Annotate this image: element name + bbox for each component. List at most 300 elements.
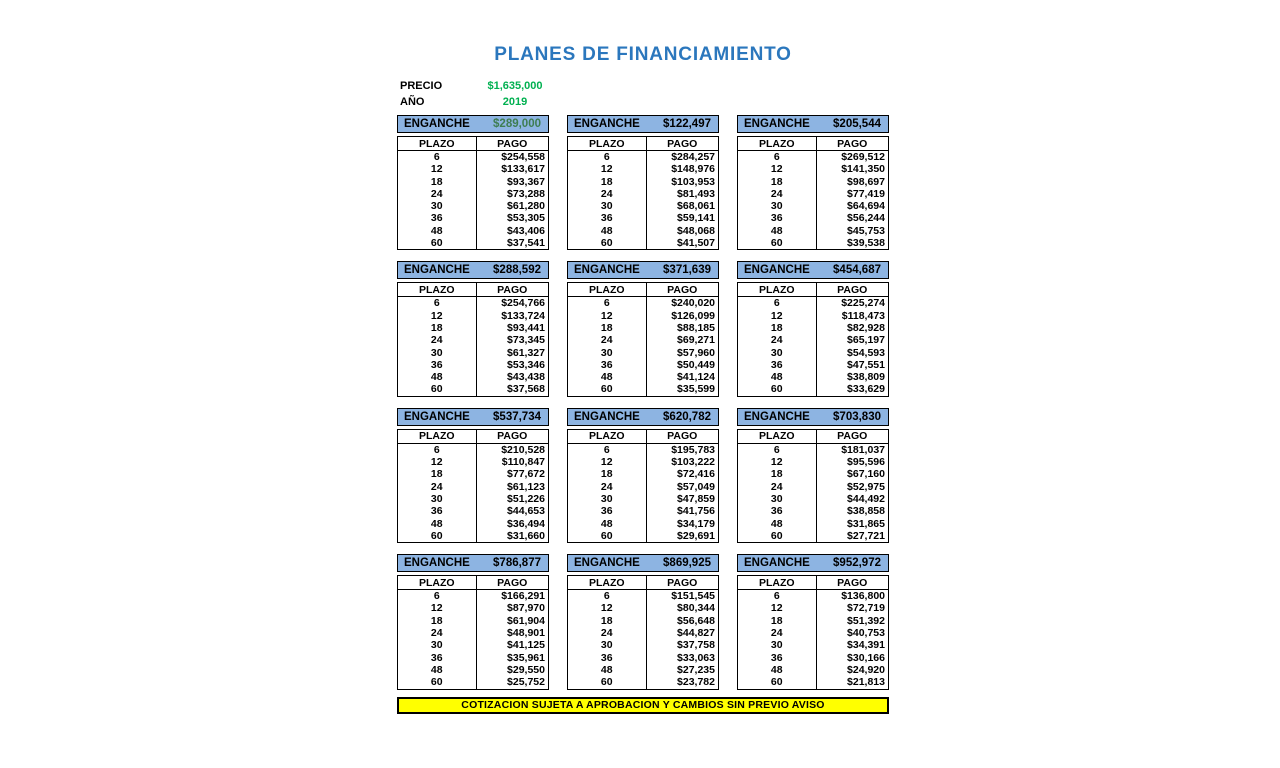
footer-disclaimer-banner: COTIZACION SUJETA A APROBACION Y CAMBIOS SIN PREVIO AVISO xyxy=(397,697,889,714)
plazo-cell: 48 xyxy=(738,371,817,383)
pago-header-cell: PAGO xyxy=(816,137,888,151)
table-row xyxy=(398,225,549,237)
pago-cell: $195,783 xyxy=(671,443,715,456)
table-row xyxy=(398,456,549,468)
plan-table xyxy=(737,408,889,543)
enganche-label: ENGANCHE xyxy=(574,118,640,130)
pago-cell: $80,344 xyxy=(677,602,715,615)
pago-cell: $61,327 xyxy=(507,346,545,359)
enganche-header xyxy=(737,554,889,572)
financing-sheet xyxy=(397,44,889,714)
pago-cell: $41,507 xyxy=(677,237,715,250)
pago-cell: $44,827 xyxy=(677,627,715,640)
table-header-row xyxy=(398,429,549,443)
table-row xyxy=(398,602,549,614)
table-row xyxy=(398,383,549,396)
pago-cell: $166,291 xyxy=(501,590,545,603)
table-row xyxy=(398,297,549,310)
plazo-pago-table xyxy=(737,136,889,250)
plazo-cell: 18 xyxy=(738,468,817,480)
pago-cell: $103,953 xyxy=(671,175,715,188)
enganche-header xyxy=(567,261,719,279)
page-title: PLANES DE FINANCIAMIENTO xyxy=(494,44,792,65)
plazo-cell: 48 xyxy=(398,518,477,530)
pago-cell: $33,063 xyxy=(677,651,715,664)
enganche-header xyxy=(397,115,549,133)
table-row xyxy=(398,176,549,188)
plan-table xyxy=(567,261,719,396)
table-row xyxy=(738,359,889,371)
pago-cell: $41,124 xyxy=(677,371,715,384)
plazo-cell: 6 xyxy=(398,590,477,603)
table-row xyxy=(738,371,889,383)
enganche-value: $289,000 xyxy=(493,118,541,130)
pago-cell: $48,901 xyxy=(507,627,545,640)
table-row xyxy=(568,627,719,639)
table-row xyxy=(398,505,549,517)
plazo-cell: 36 xyxy=(738,652,817,664)
plazo-cell: 48 xyxy=(398,664,477,676)
plazo-cell: 60 xyxy=(568,383,647,396)
plazo-cell: 36 xyxy=(738,359,817,371)
plazo-cell: 24 xyxy=(398,188,477,200)
plazo-cell: 24 xyxy=(568,481,647,493)
pago-cell: $81,493 xyxy=(677,187,715,200)
plazo-pago-table xyxy=(567,136,719,250)
plazo-cell: 6 xyxy=(568,443,647,456)
table-header-row xyxy=(568,283,719,297)
plazo-cell: 12 xyxy=(568,310,647,322)
table-row xyxy=(568,371,719,383)
table-row xyxy=(738,590,889,603)
plazo-pago-table xyxy=(397,429,549,543)
plazo-cell: 48 xyxy=(738,664,817,676)
pago-cell: $64,694 xyxy=(847,200,885,213)
plazo-cell: 12 xyxy=(738,310,817,322)
pago-cell: $34,179 xyxy=(677,517,715,530)
plazo-header-cell: PLAZO xyxy=(568,283,647,297)
table-header-row xyxy=(738,283,889,297)
pago-cell: $48,068 xyxy=(677,224,715,237)
table-row xyxy=(568,530,719,543)
pago-cell: $47,551 xyxy=(847,358,885,371)
table-row xyxy=(738,602,889,614)
plan-table xyxy=(397,554,549,689)
pago-cell: $35,961 xyxy=(507,651,545,664)
plazo-cell: 30 xyxy=(738,639,817,651)
plazo-pago-table xyxy=(567,282,719,396)
pago-cell: $29,691 xyxy=(677,529,715,542)
plazo-pago-table xyxy=(737,282,889,396)
table-row xyxy=(398,481,549,493)
pago-cell: $37,758 xyxy=(677,639,715,652)
precio-row xyxy=(397,78,889,94)
table-row xyxy=(738,200,889,212)
plazo-pago-table xyxy=(397,136,549,250)
table-header-row xyxy=(738,429,889,443)
table-row xyxy=(398,371,549,383)
pago-cell: $95,596 xyxy=(847,456,885,469)
table-row xyxy=(738,310,889,322)
plazo-cell: 24 xyxy=(568,188,647,200)
plazo-pago-table xyxy=(737,429,889,543)
plazo-cell: 6 xyxy=(738,590,817,603)
pago-cell: $61,123 xyxy=(507,480,545,493)
plazo-cell: 60 xyxy=(568,530,647,543)
plazo-cell: 30 xyxy=(568,347,647,359)
pago-cell: $38,809 xyxy=(847,371,885,384)
pago-cell: $47,859 xyxy=(677,492,715,505)
plazo-cell: 36 xyxy=(568,212,647,224)
table-row xyxy=(568,505,719,517)
table-row xyxy=(738,225,889,237)
table-row xyxy=(398,188,549,200)
plazo-cell: 6 xyxy=(398,151,477,164)
table-header-row xyxy=(398,283,549,297)
table-row xyxy=(738,237,889,250)
pago-cell: $56,648 xyxy=(677,614,715,627)
plazo-cell: 12 xyxy=(568,602,647,614)
plazo-cell: 48 xyxy=(738,225,817,237)
pago-cell: $52,975 xyxy=(847,480,885,493)
plazo-cell: 48 xyxy=(738,518,817,530)
table-row xyxy=(568,443,719,456)
table-row xyxy=(568,225,719,237)
pago-cell: $141,350 xyxy=(841,163,885,176)
table-row xyxy=(398,237,549,250)
precio-label: PRECIO xyxy=(400,80,443,92)
plazo-cell: 24 xyxy=(568,627,647,639)
plazo-cell: 24 xyxy=(398,334,477,346)
pago-cell: $69,271 xyxy=(677,334,715,347)
plazo-cell: 48 xyxy=(398,225,477,237)
table-row xyxy=(568,590,719,603)
plazo-cell: 36 xyxy=(738,505,817,517)
pago-cell: $77,419 xyxy=(847,187,885,200)
plazo-cell: 60 xyxy=(568,237,647,250)
plazo-cell: 36 xyxy=(398,505,477,517)
pago-cell: $21,813 xyxy=(847,676,885,689)
enganche-value: $454,687 xyxy=(833,264,881,277)
table-row xyxy=(738,493,889,505)
table-row xyxy=(568,468,719,480)
table-row xyxy=(568,347,719,359)
table-row xyxy=(738,505,889,517)
enganche-label: ENGANCHE xyxy=(404,264,470,277)
plazo-cell: 36 xyxy=(398,359,477,371)
plan-table xyxy=(737,261,889,396)
plazo-cell: 18 xyxy=(568,176,647,188)
table-header-row xyxy=(568,137,719,151)
plazo-cell: 18 xyxy=(568,468,647,480)
pago-header-cell: PAGO xyxy=(646,283,718,297)
pago-header-cell: PAGO xyxy=(476,137,548,151)
table-header-row xyxy=(568,576,719,590)
plazo-cell: 60 xyxy=(738,530,817,543)
pago-cell: $67,160 xyxy=(847,468,885,481)
table-row xyxy=(738,212,889,224)
pago-header-cell: PAGO xyxy=(816,576,888,590)
plazo-cell: 6 xyxy=(568,297,647,310)
table-header-row xyxy=(738,576,889,590)
table-row xyxy=(738,163,889,175)
plazo-pago-table xyxy=(567,575,719,689)
enganche-value: $952,972 xyxy=(833,557,881,570)
pago-cell: $44,653 xyxy=(507,505,545,518)
pago-cell: $53,346 xyxy=(507,358,545,371)
pago-cell: $103,222 xyxy=(671,456,715,469)
enganche-value: $703,830 xyxy=(833,410,881,423)
enganche-label: ENGANCHE xyxy=(404,118,470,130)
plazo-cell: 6 xyxy=(568,590,647,603)
pago-cell: $45,753 xyxy=(847,224,885,237)
pago-cell: $50,449 xyxy=(677,358,715,371)
table-row xyxy=(398,518,549,530)
table-row xyxy=(568,151,719,164)
plazo-header-cell: PLAZO xyxy=(398,576,477,590)
table-row xyxy=(398,200,549,212)
table-row xyxy=(398,151,549,164)
pago-cell: $254,766 xyxy=(501,297,545,310)
table-row xyxy=(738,481,889,493)
plazo-cell: 60 xyxy=(398,530,477,543)
pago-cell: $51,392 xyxy=(847,614,885,627)
plan-table xyxy=(567,115,719,250)
table-row xyxy=(738,456,889,468)
enganche-label: ENGANCHE xyxy=(574,410,640,423)
pago-cell: $87,970 xyxy=(507,602,545,615)
plazo-cell: 30 xyxy=(398,639,477,651)
enganche-value: $205,544 xyxy=(833,118,881,130)
pago-cell: $41,125 xyxy=(507,639,545,652)
plazo-header-cell: PLAZO xyxy=(568,429,647,443)
table-row xyxy=(568,602,719,614)
pago-cell: $254,558 xyxy=(501,151,545,163)
pago-cell: $61,904 xyxy=(507,614,545,627)
enganche-label: ENGANCHE xyxy=(404,557,470,570)
pago-cell: $61,280 xyxy=(507,200,545,213)
plazo-cell: 6 xyxy=(398,297,477,310)
table-row xyxy=(568,615,719,627)
pago-cell: $34,391 xyxy=(847,639,885,652)
plazo-cell: 18 xyxy=(568,615,647,627)
pago-cell: $25,752 xyxy=(507,676,545,689)
table-row xyxy=(398,443,549,456)
plazo-cell: 36 xyxy=(568,652,647,664)
pago-cell: $72,719 xyxy=(847,602,885,615)
pago-cell: $59,141 xyxy=(677,212,715,225)
precio-value: $1,635,000 xyxy=(487,80,543,92)
plazo-header-cell: PLAZO xyxy=(398,429,477,443)
table-row xyxy=(398,347,549,359)
table-row xyxy=(568,676,719,689)
pago-cell: $68,061 xyxy=(677,200,715,213)
table-row xyxy=(568,200,719,212)
enganche-label: ENGANCHE xyxy=(574,557,640,570)
table-row xyxy=(398,615,549,627)
pago-cell: $77,672 xyxy=(507,468,545,481)
plazo-cell: 24 xyxy=(738,334,817,346)
pago-cell: $269,512 xyxy=(841,151,885,163)
plazo-cell: 60 xyxy=(568,676,647,689)
table-row xyxy=(738,627,889,639)
plazo-cell: 60 xyxy=(738,383,817,396)
table-header-row xyxy=(398,137,549,151)
plazo-cell: 48 xyxy=(398,371,477,383)
table-row xyxy=(568,639,719,651)
pago-header-cell: PAGO xyxy=(646,576,718,590)
enganche-value: $371,639 xyxy=(663,264,711,277)
table-row xyxy=(738,176,889,188)
table-row xyxy=(738,322,889,334)
plan-table xyxy=(397,408,549,543)
plazo-cell: 36 xyxy=(568,505,647,517)
pago-cell: $65,197 xyxy=(847,334,885,347)
pago-cell: $72,416 xyxy=(677,468,715,481)
pago-header-cell: PAGO xyxy=(646,429,718,443)
plazo-header-cell: PLAZO xyxy=(568,137,647,151)
plazo-header-cell: PLAZO xyxy=(398,283,477,297)
plazo-cell: 30 xyxy=(568,639,647,651)
plan-table xyxy=(567,554,719,689)
anio-label: AÑO xyxy=(400,96,425,108)
pago-cell: $36,494 xyxy=(507,517,545,530)
pago-cell: $88,185 xyxy=(677,321,715,334)
plazo-cell: 60 xyxy=(738,676,817,689)
pago-cell: $37,568 xyxy=(507,383,545,396)
plazo-header-cell: PLAZO xyxy=(568,576,647,590)
plan-table xyxy=(397,115,549,250)
pago-cell: $39,538 xyxy=(847,237,885,250)
anio-value: 2019 xyxy=(502,96,528,108)
table-row xyxy=(568,163,719,175)
table-row xyxy=(398,212,549,224)
table-row xyxy=(568,518,719,530)
table-row xyxy=(398,639,549,651)
plazo-cell: 6 xyxy=(738,443,817,456)
table-row xyxy=(738,530,889,543)
table-row xyxy=(398,664,549,676)
enganche-label: ENGANCHE xyxy=(404,410,470,423)
plazo-cell: 36 xyxy=(398,212,477,224)
plazo-header-cell: PLAZO xyxy=(738,429,817,443)
pago-cell: $240,020 xyxy=(671,297,715,310)
table-row xyxy=(568,334,719,346)
plazo-cell: 60 xyxy=(398,383,477,396)
enganche-value: $620,782 xyxy=(663,410,711,423)
enganche-value: $288,592 xyxy=(493,264,541,277)
tables-grid xyxy=(397,115,889,690)
table-row xyxy=(568,212,719,224)
plazo-cell: 24 xyxy=(568,334,647,346)
pago-cell: $82,928 xyxy=(847,321,885,334)
table-row xyxy=(738,151,889,164)
table-row xyxy=(398,530,549,543)
pago-cell: $57,049 xyxy=(677,480,715,493)
pago-cell: $210,528 xyxy=(501,443,545,456)
enganche-header xyxy=(567,408,719,426)
plazo-cell: 12 xyxy=(398,310,477,322)
enganche-header xyxy=(737,115,889,133)
table-row xyxy=(398,627,549,639)
pago-cell: $33,629 xyxy=(847,383,885,396)
plan-table xyxy=(397,261,549,396)
pago-cell: $57,960 xyxy=(677,346,715,359)
table-row xyxy=(738,347,889,359)
plazo-pago-table xyxy=(397,282,549,396)
plazo-cell: 12 xyxy=(398,602,477,614)
table-row xyxy=(568,481,719,493)
pago-cell: $37,541 xyxy=(507,237,545,250)
pago-cell: $118,473 xyxy=(841,309,885,322)
plazo-cell: 12 xyxy=(398,163,477,175)
plan-table xyxy=(567,408,719,543)
enganche-header xyxy=(397,261,549,279)
pago-cell: $24,920 xyxy=(847,663,885,676)
table-header-row xyxy=(738,137,889,151)
plazo-cell: 18 xyxy=(398,322,477,334)
table-row xyxy=(738,188,889,200)
table-row xyxy=(568,237,719,250)
pago-cell: $44,492 xyxy=(847,492,885,505)
plazo-cell: 30 xyxy=(738,200,817,212)
table-row xyxy=(738,334,889,346)
plazo-pago-table xyxy=(397,575,549,689)
table-row xyxy=(398,652,549,664)
plazo-cell: 36 xyxy=(738,212,817,224)
table-row xyxy=(568,493,719,505)
plazo-cell: 48 xyxy=(568,225,647,237)
plazo-cell: 18 xyxy=(738,322,817,334)
enganche-label: ENGANCHE xyxy=(744,118,810,130)
pago-cell: $56,244 xyxy=(847,212,885,225)
plazo-header-cell: PLAZO xyxy=(738,137,817,151)
pago-header-cell: PAGO xyxy=(476,576,548,590)
table-row xyxy=(398,590,549,603)
plazo-cell: 36 xyxy=(398,652,477,664)
table-row xyxy=(738,518,889,530)
plan-table xyxy=(737,115,889,250)
pago-header-cell: PAGO xyxy=(816,429,888,443)
table-row xyxy=(398,163,549,175)
plazo-cell: 48 xyxy=(568,664,647,676)
pago-cell: $27,721 xyxy=(847,529,885,542)
anio-row xyxy=(397,94,889,110)
table-row xyxy=(398,493,549,505)
plan-table xyxy=(737,554,889,689)
table-row xyxy=(738,297,889,310)
table-row xyxy=(568,297,719,310)
table-row xyxy=(738,383,889,396)
plazo-cell: 48 xyxy=(568,371,647,383)
pago-cell: $43,438 xyxy=(507,371,545,384)
plazo-cell: 30 xyxy=(738,347,817,359)
table-header-row xyxy=(568,429,719,443)
enganche-header xyxy=(737,261,889,279)
pago-cell: $53,305 xyxy=(507,212,545,225)
table-row xyxy=(568,322,719,334)
table-row xyxy=(398,676,549,689)
plazo-pago-table xyxy=(737,575,889,689)
pago-cell: $31,865 xyxy=(847,517,885,530)
table-row xyxy=(568,652,719,664)
table-row xyxy=(568,310,719,322)
pago-cell: $151,545 xyxy=(671,590,715,603)
pago-cell: $54,593 xyxy=(847,346,885,359)
enganche-header xyxy=(567,115,719,133)
plazo-cell: 12 xyxy=(398,456,477,468)
table-row xyxy=(398,322,549,334)
